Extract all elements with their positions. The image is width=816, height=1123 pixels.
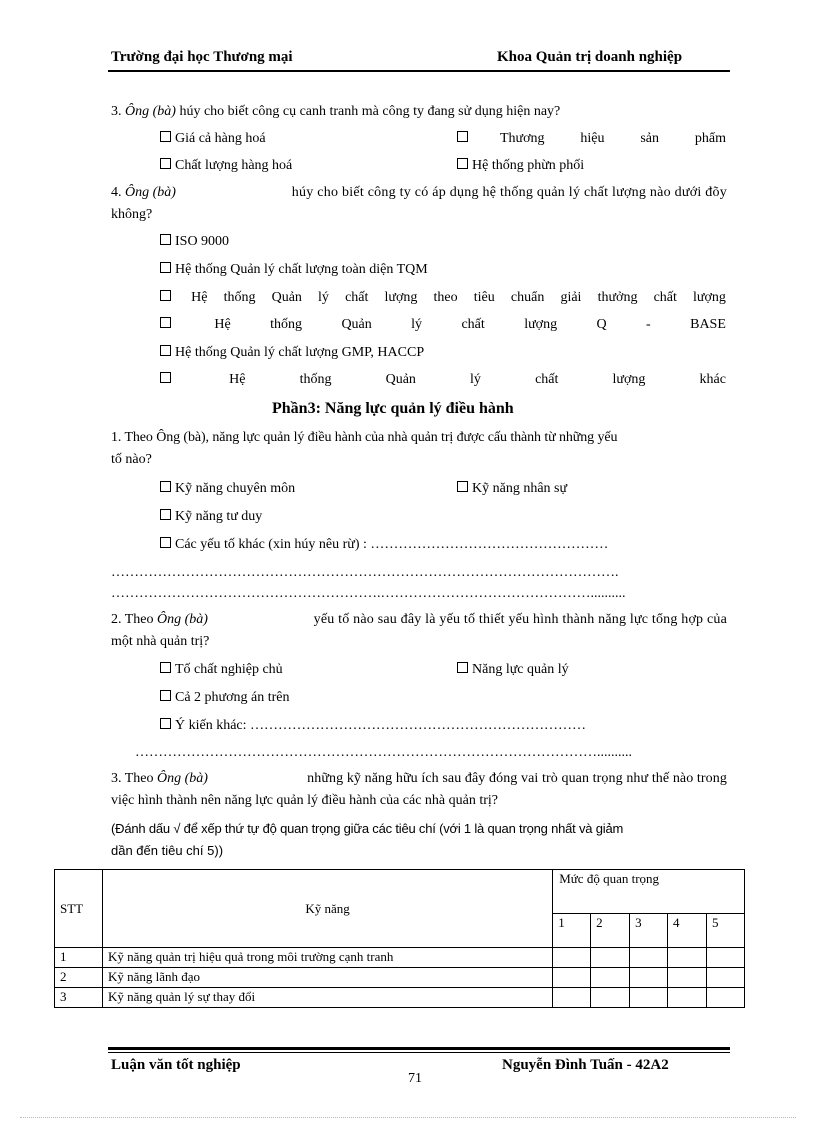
checkbox-icon[interactable]: [160, 537, 171, 548]
checkbox-icon[interactable]: [160, 481, 171, 492]
q4-line2: không?: [111, 207, 153, 222]
table-cell-stt: 3: [55, 988, 103, 1008]
table-level-2: 2: [591, 914, 630, 948]
rating-cell[interactable]: [707, 968, 745, 988]
table-header-level: Mức độ quan trọng: [553, 870, 745, 914]
table-cell-skill: Kỹ năng quản trị hiệu quả trong môi trường cạnh tranh: [102, 948, 552, 968]
checkbox-icon[interactable]: [457, 131, 468, 142]
rating-cell[interactable]: [591, 948, 630, 968]
s3-line2: việc hình thành nên năng lực quản lý điều hành của các nhà quản trị?: [111, 793, 499, 808]
s1-answer-line-1[interactable]: ……………………………………………………………………………………………….: [111, 565, 619, 580]
rating-cell[interactable]: [707, 988, 745, 1008]
table-header-stt: STT: [55, 870, 103, 948]
s1-option-other[interactable]: Các yếu tố khác (xin húy nêu rừ) : ……………………………………………: [160, 537, 608, 553]
checkbox-icon[interactable]: [160, 234, 171, 245]
s2-option-management[interactable]: Năng lực quản lý: [457, 662, 569, 678]
rating-cell[interactable]: [668, 988, 707, 1008]
rating-cell[interactable]: [553, 988, 591, 1008]
q3-text: húy cho biết công cụ canh tranh mà công ty đang sử dụng hiện nay?: [179, 104, 561, 119]
checkbox-icon[interactable]: [160, 131, 171, 142]
rating-cell[interactable]: [591, 988, 630, 1008]
table-row: [55, 988, 745, 1008]
footer-rule-thick: [108, 1047, 730, 1050]
q4-option-iso[interactable]: ISO 9000: [160, 234, 229, 250]
footer-left: Luận văn tốt nghiệp: [111, 1057, 241, 1073]
checkbox-icon[interactable]: [160, 718, 171, 729]
checkbox-icon[interactable]: [160, 345, 171, 356]
q3-subject: Ông (bà): [125, 104, 176, 119]
table-cell-stt: 2: [55, 968, 103, 988]
q3-option-price[interactable]: Giá cả hàng hoá: [160, 131, 266, 147]
checkbox-icon[interactable]: [160, 317, 171, 328]
header-rule: [108, 70, 730, 72]
checkbox-icon[interactable]: [457, 481, 468, 492]
page-number: 71: [408, 1071, 422, 1086]
rating-cell[interactable]: [591, 968, 630, 988]
q4-text: húy cho biết công ty có áp dụng hệ thống quản lý chất lượng nào dưới đõy: [291, 185, 727, 200]
s1-option-thinking[interactable]: Kỹ năng tư duy: [160, 509, 262, 525]
q3-number: 3.: [111, 104, 122, 119]
s2-answer-line[interactable]: ………………………………………………………………………………………..........: [135, 745, 632, 760]
rating-cell[interactable]: [668, 948, 707, 968]
s3-note-line1: (Đánh dấu √ để xếp thứ tự độ quan trọng giữa các tiêu chí (với 1 là quan trọng nhất và giảm: [111, 821, 624, 836]
q3-option-quality[interactable]: Chất lượng hàng hoá: [160, 158, 292, 174]
s3-line1: 3. Theo Ông (bà) những kỹ năng hữu ích sau đây đóng vai trò quan trọng như thế nào trong: [111, 771, 727, 786]
checkbox-icon[interactable]: [160, 158, 171, 169]
s1-option-hr[interactable]: Kỹ năng nhân sự: [457, 481, 567, 497]
checkbox-icon[interactable]: [160, 662, 171, 673]
section-title: Phần3: Năng lực quản lý điều hành: [272, 400, 514, 417]
checkbox-icon[interactable]: [160, 372, 171, 383]
s2-option-entrepreneur[interactable]: Tố chất nghiệp chủ: [160, 662, 283, 678]
s1-line2: tố nào?: [111, 452, 152, 467]
table-row: [55, 948, 745, 968]
table-level-1: 1: [553, 914, 591, 948]
q3-option-distribution[interactable]: Hệ thống phừn phối: [457, 158, 584, 174]
rating-cell[interactable]: [553, 948, 591, 968]
s1-option-professional[interactable]: Kỹ năng chuyên môn: [160, 481, 295, 497]
q3-option-brand-checkbox[interactable]: [457, 131, 472, 147]
rating-cell[interactable]: [630, 948, 668, 968]
rating-cell[interactable]: [668, 968, 707, 988]
q3-line: [111, 104, 560, 120]
table-cell-skill: Kỹ năng lãnh đạo: [102, 968, 552, 988]
q4-option-award[interactable]: Hệ thống Quản lý chất lượng theo tiêu chuẩn giải thưởng chất lượng: [160, 290, 726, 306]
q3-option-brand: Thương hiệu sản phẩm: [500, 131, 726, 146]
q4-option-other[interactable]: Hệ thống Quản lý chất lượng khác: [160, 372, 726, 388]
rating-cell[interactable]: [707, 948, 745, 968]
checkbox-icon[interactable]: [160, 290, 171, 301]
table-level-5: 5: [707, 914, 745, 948]
table-level-4: 4: [668, 914, 707, 948]
checkbox-icon[interactable]: [457, 662, 468, 673]
s2-option-both[interactable]: Cả 2 phương án trên: [160, 690, 290, 706]
footer-rule-thin: [108, 1052, 730, 1053]
checkbox-icon[interactable]: [457, 158, 468, 169]
table-row: [55, 968, 745, 988]
q4-option-tqm[interactable]: Hệ thống Quản lý chất lượng toàn diện TQM: [160, 262, 428, 278]
table-cell-skill: Kỹ năng quản lý sự thay đổi: [102, 988, 552, 1008]
table-header-skill: Kỹ năng: [102, 870, 552, 948]
s2-line1: 2. Theo Ông (bà) yếu tố nào sau đây là yếu tố thiết yếu hình thành năng lực tổng hợp của: [111, 612, 727, 627]
q4-option-qbase[interactable]: Hệ thống Quản lý chất lượng Q - BASE: [160, 317, 726, 333]
q4-option-gmp[interactable]: Hệ thống Quản lý chất lượng GMP, HACCP: [160, 345, 424, 361]
q4-line1: 4. Ông (bà) húy cho biết công ty có áp dụng hệ thống quản lý chất lượng nào dưới đõy: [111, 185, 727, 200]
footer-right: Nguyễn Đình Tuấn - 42A2: [502, 1057, 669, 1073]
rating-cell[interactable]: [553, 968, 591, 988]
header-left: Trường đại học Thương mại: [111, 49, 293, 65]
header-right: Khoa Quản trị doanh nghiệp: [497, 49, 683, 65]
page-bottom-border: [20, 1117, 796, 1118]
s1-line1: 1. Theo Ông (bà), năng lực quản lý điều hành của nhà quản trị được cấu thành từ những yếu: [111, 430, 618, 445]
rating-cell[interactable]: [630, 968, 668, 988]
checkbox-icon[interactable]: [160, 690, 171, 701]
table-cell-stt: 1: [55, 948, 103, 968]
checkbox-icon[interactable]: [160, 509, 171, 520]
skills-table: [54, 869, 745, 1008]
s1-answer-line-2[interactable]: ………………………………………………….………………………………………..........: [111, 586, 626, 601]
table-level-3: 3: [630, 914, 668, 948]
s3-note-line2: dần đến tiêu chí 5)): [111, 843, 224, 858]
s2-option-other[interactable]: Ý kiến khác: ………………………………………………………………: [160, 718, 586, 734]
rating-cell[interactable]: [630, 988, 668, 1008]
s2-line2: một nhà quản trị?: [111, 634, 210, 649]
checkbox-icon[interactable]: [160, 262, 171, 273]
